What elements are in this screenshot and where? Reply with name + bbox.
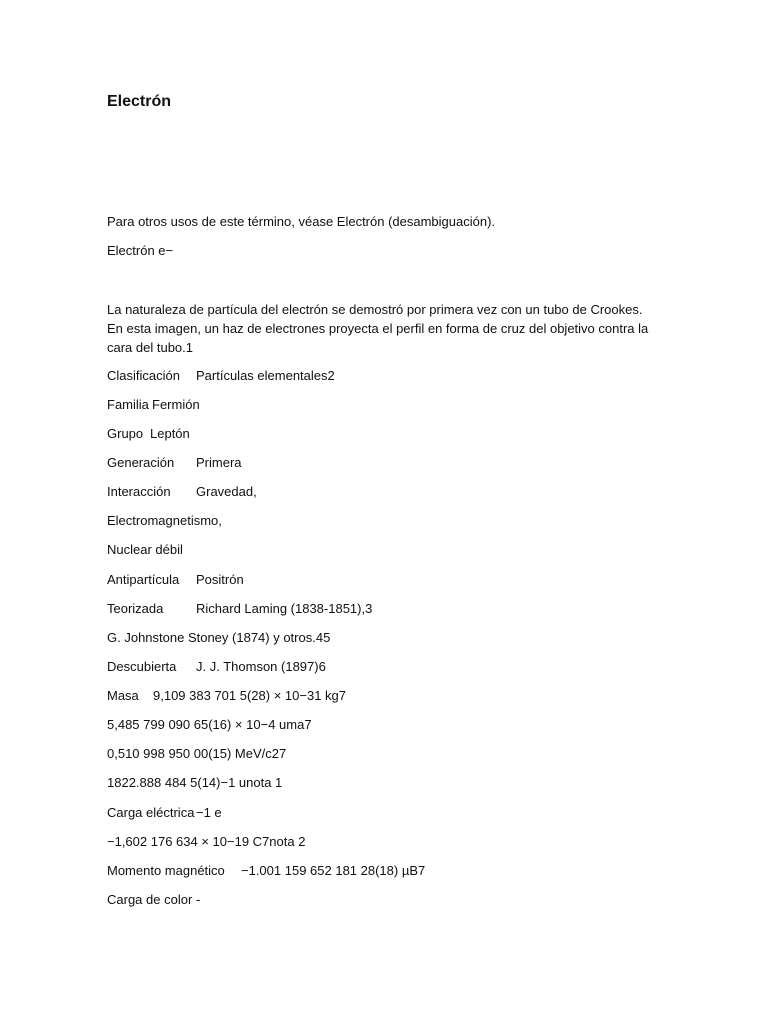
- property-value: 0,510 998 950 00(15) MeV/c27: [107, 746, 287, 761]
- property-value: -: [196, 892, 201, 907]
- property-value: −1,602 176 634 × 10−19 C7nota 2: [107, 834, 306, 849]
- property-row-continuation: [107, 774, 282, 792]
- property-value: G. Johnstone Stoney (1874) y otros.45: [107, 630, 331, 645]
- property-label: Momento magnético: [107, 863, 225, 878]
- property-label: Clasificación: [107, 368, 180, 383]
- property-label: Familia: [107, 397, 149, 412]
- property-label: Generación: [107, 455, 175, 470]
- property-row-interaccion: [107, 483, 257, 501]
- property-row-antiparticula: [107, 571, 244, 589]
- property-value: 1822.888 484 5(14)−1 unota 1: [107, 775, 283, 790]
- property-value: Richard Laming (1838-1851),3: [196, 601, 373, 616]
- property-row-masa: [107, 687, 346, 705]
- property-label: Grupo: [107, 426, 144, 441]
- property-row-carga-de-color: [107, 891, 200, 909]
- property-value: Partículas elementales2: [196, 368, 335, 383]
- property-label: Descubierta: [107, 659, 177, 674]
- property-row-momento-magnetico: [107, 862, 425, 880]
- property-row-familia: [107, 396, 200, 414]
- property-row-clasificacion: [107, 367, 335, 385]
- property-value: Electromagnetismo,: [107, 513, 222, 528]
- property-row-continuation: [107, 629, 330, 647]
- image-caption: La naturaleza de partícula del electrón se demostró por primera vez con un tubo de Crookes. En esta imagen, un haz de electrones proyecta el perfil en forma de cruz del objetivo contra la cara del tubo.1: [107, 302, 649, 355]
- disambiguation-note: Para otros usos de este término, véase Electrón (desambiguación).: [107, 214, 496, 229]
- property-label: Carga de color: [107, 892, 193, 907]
- property-row-generacion: [107, 454, 242, 472]
- property-row-teorizada: [107, 600, 372, 618]
- property-row-continuation: [107, 745, 286, 763]
- property-value: 9,109 383 701 5(28) × 10−31 kg7: [153, 688, 346, 703]
- property-row-carga-electrica: [107, 804, 222, 822]
- property-row-descubierta: [107, 658, 326, 676]
- property-value: Leptón: [150, 426, 190, 441]
- property-value: −1 e: [196, 805, 222, 820]
- property-label: Teorizada: [107, 601, 164, 616]
- property-value: 5,485 799 090 65(16) × 10−4 uma7: [107, 717, 312, 732]
- property-value: J. J. Thomson (1897)6: [196, 659, 326, 674]
- property-row-grupo: [107, 425, 190, 443]
- property-row-continuation: [107, 512, 222, 530]
- property-value: Primera: [196, 455, 242, 470]
- property-label: Carga eléctrica: [107, 805, 195, 820]
- property-value: Fermión: [152, 397, 200, 412]
- property-label: Masa: [107, 688, 139, 703]
- property-value: Gravedad,: [196, 484, 257, 499]
- property-row-continuation: [107, 716, 312, 734]
- page-title: Electrón: [107, 93, 172, 110]
- property-row-continuation: [107, 541, 183, 559]
- particle-symbol-line: Electrón e−: [107, 243, 174, 258]
- property-value: Nuclear débil: [107, 542, 183, 557]
- property-value: −1.001 159 652 181 28(18) µB7: [241, 863, 426, 878]
- property-label: Interacción: [107, 484, 171, 499]
- property-value: Positrón: [196, 572, 244, 587]
- property-row-continuation: [107, 833, 305, 851]
- property-label: Antipartícula: [107, 572, 180, 587]
